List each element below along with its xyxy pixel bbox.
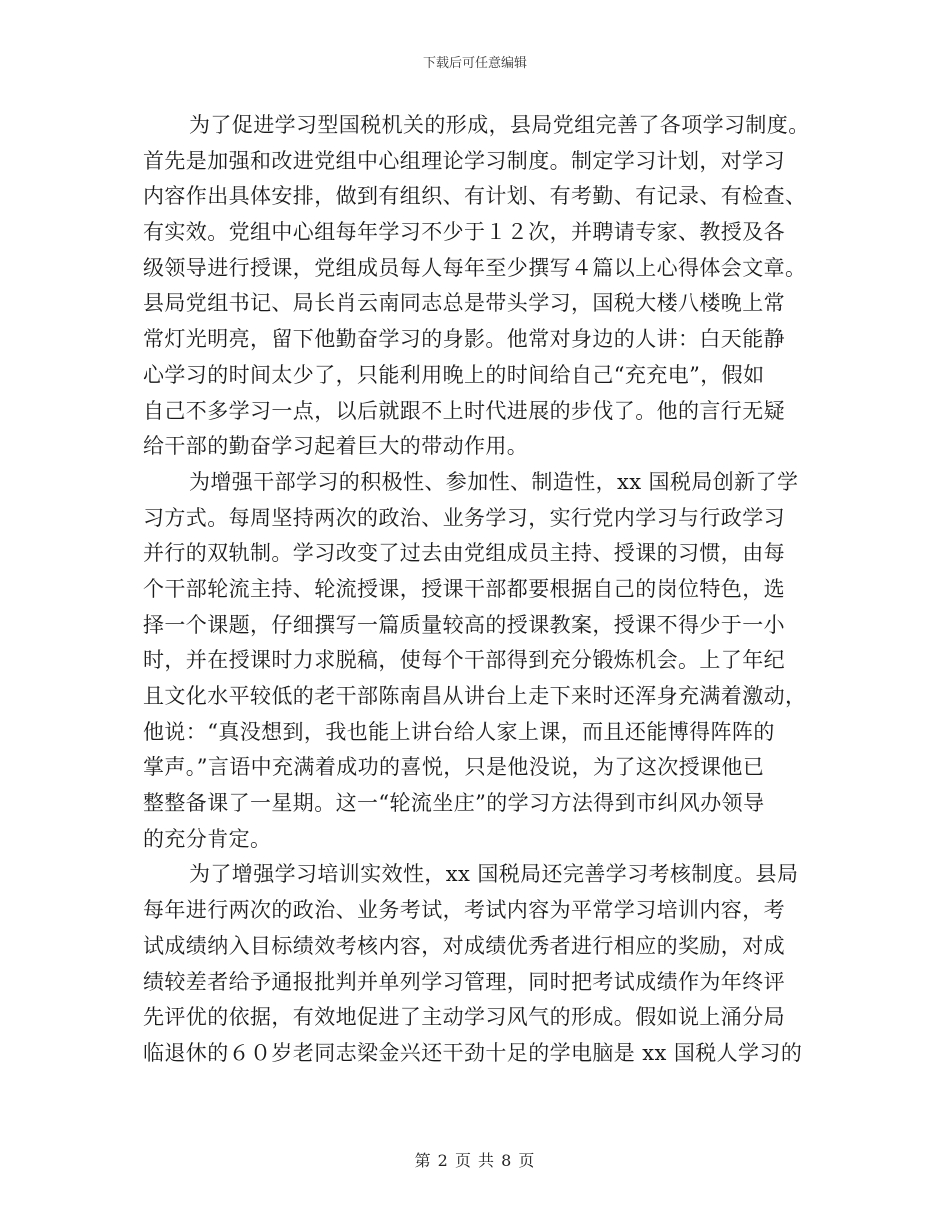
- text-line: 整整备课了一星期。这一“轮流坐庄”的学习方法得到市纠风办领导: [143, 791, 765, 816]
- text-line: 级领导进行授课，党组成员每人每年至少撰写４篇以上心得体会文章。: [143, 255, 807, 280]
- paragraph: [143, 857, 808, 1071]
- page-footer: 第 2 页 共 8 页: [414, 1151, 536, 1170]
- text-line: 先评优的依据，有效地促进了主动学习风气的形成。假如说上涌分局: [143, 1005, 785, 1030]
- text-line: 习方式。每周坚持两次的政治、业务学习，实行党内学习与行政学习: [143, 505, 785, 530]
- text-line: 为增强干部学习的积极性、参加性、制造性，xx 国税局创新了学: [189, 469, 799, 494]
- text-line: 的充分肯定。: [143, 826, 272, 851]
- paragraph: [143, 465, 808, 858]
- document-body: [143, 108, 808, 1072]
- text-line: 个干部轮流主持、轮流授课，授课干部都要根据自己的岗位特色，选: [143, 576, 785, 601]
- text-line: 为了增强学习培训实效性，xx 国税局还完善学习考核制度。县局: [189, 862, 799, 887]
- text-line: 县局党组书记、局长肖云南同志总是带头学习，国税大楼八楼晚上常: [143, 291, 785, 316]
- text-line: 内容作出具体安排，做到有组织、有计划、有考勤、有记录、有检查、: [143, 184, 807, 209]
- text-line: 择一个课题，仔细撰写一篇质量较高的授课教案，授课不得少于一小: [143, 612, 785, 637]
- text-line: 掌声。”言语中充满着成功的喜悦，只是他没说，为了这次授课他已: [143, 755, 765, 780]
- text-line: 临退休的６０岁老同志梁金兴还干劲十足的学电脑是 xx 国税人学习的: [143, 1040, 803, 1065]
- text-line: 自己不多学习一点，以后就跟不上时代进展的步伐了。他的言行无疑: [143, 398, 785, 423]
- text-line: 给干部的勤奋学习起着巨大的带动作用。: [143, 434, 529, 459]
- text-line: 并行的双轨制。学习改变了过去由党组成员主持、授课的习惯，由每: [143, 541, 785, 566]
- page-header: 下载后可任意编辑: [422, 56, 527, 71]
- paragraph: [143, 108, 808, 465]
- text-line: 首先是加强和改进党组中心组理论学习制度。制定学习计划，对学习: [143, 148, 785, 173]
- text-line: 试成绩纳入目标绩效考核内容，对成绩优秀者进行相应的奖励，对成: [143, 933, 785, 958]
- text-line: 有实效。党组中心组每年学习不少于１２次，并聘请专家、教授及各: [143, 220, 785, 245]
- text-line: 他说：“真没想到，我也能上讲台给人家上课，而且还能博得阵阵的: [143, 719, 775, 744]
- text-line: 每年进行两次的政治、业务考试，考试内容为平常学习培训内容，考: [143, 898, 785, 923]
- text-line: 心学习的时间太少了，只能利用晚上的时间给自己“充充电”，假如: [143, 362, 765, 387]
- text-line: 且文化水平较低的老干部陈南昌从讲台上走下来时还浑身充满着激动，: [143, 684, 807, 708]
- text-line: 常灯光明亮，留下他勤奋学习的身影。他常对身边的人讲：白天能静: [143, 327, 785, 352]
- text-line: 为了促进学习型国税机关的形成，县局党组完善了各项学习制度。: [189, 113, 810, 137]
- text-line: 绩较差者给予通报批判并单列学习管理，同时把考试成绩作为年终评: [143, 969, 785, 994]
- text-line: 时，并在授课时力求脱稿，使每个干部得到充分锻炼机会。上了年纪: [143, 648, 785, 673]
